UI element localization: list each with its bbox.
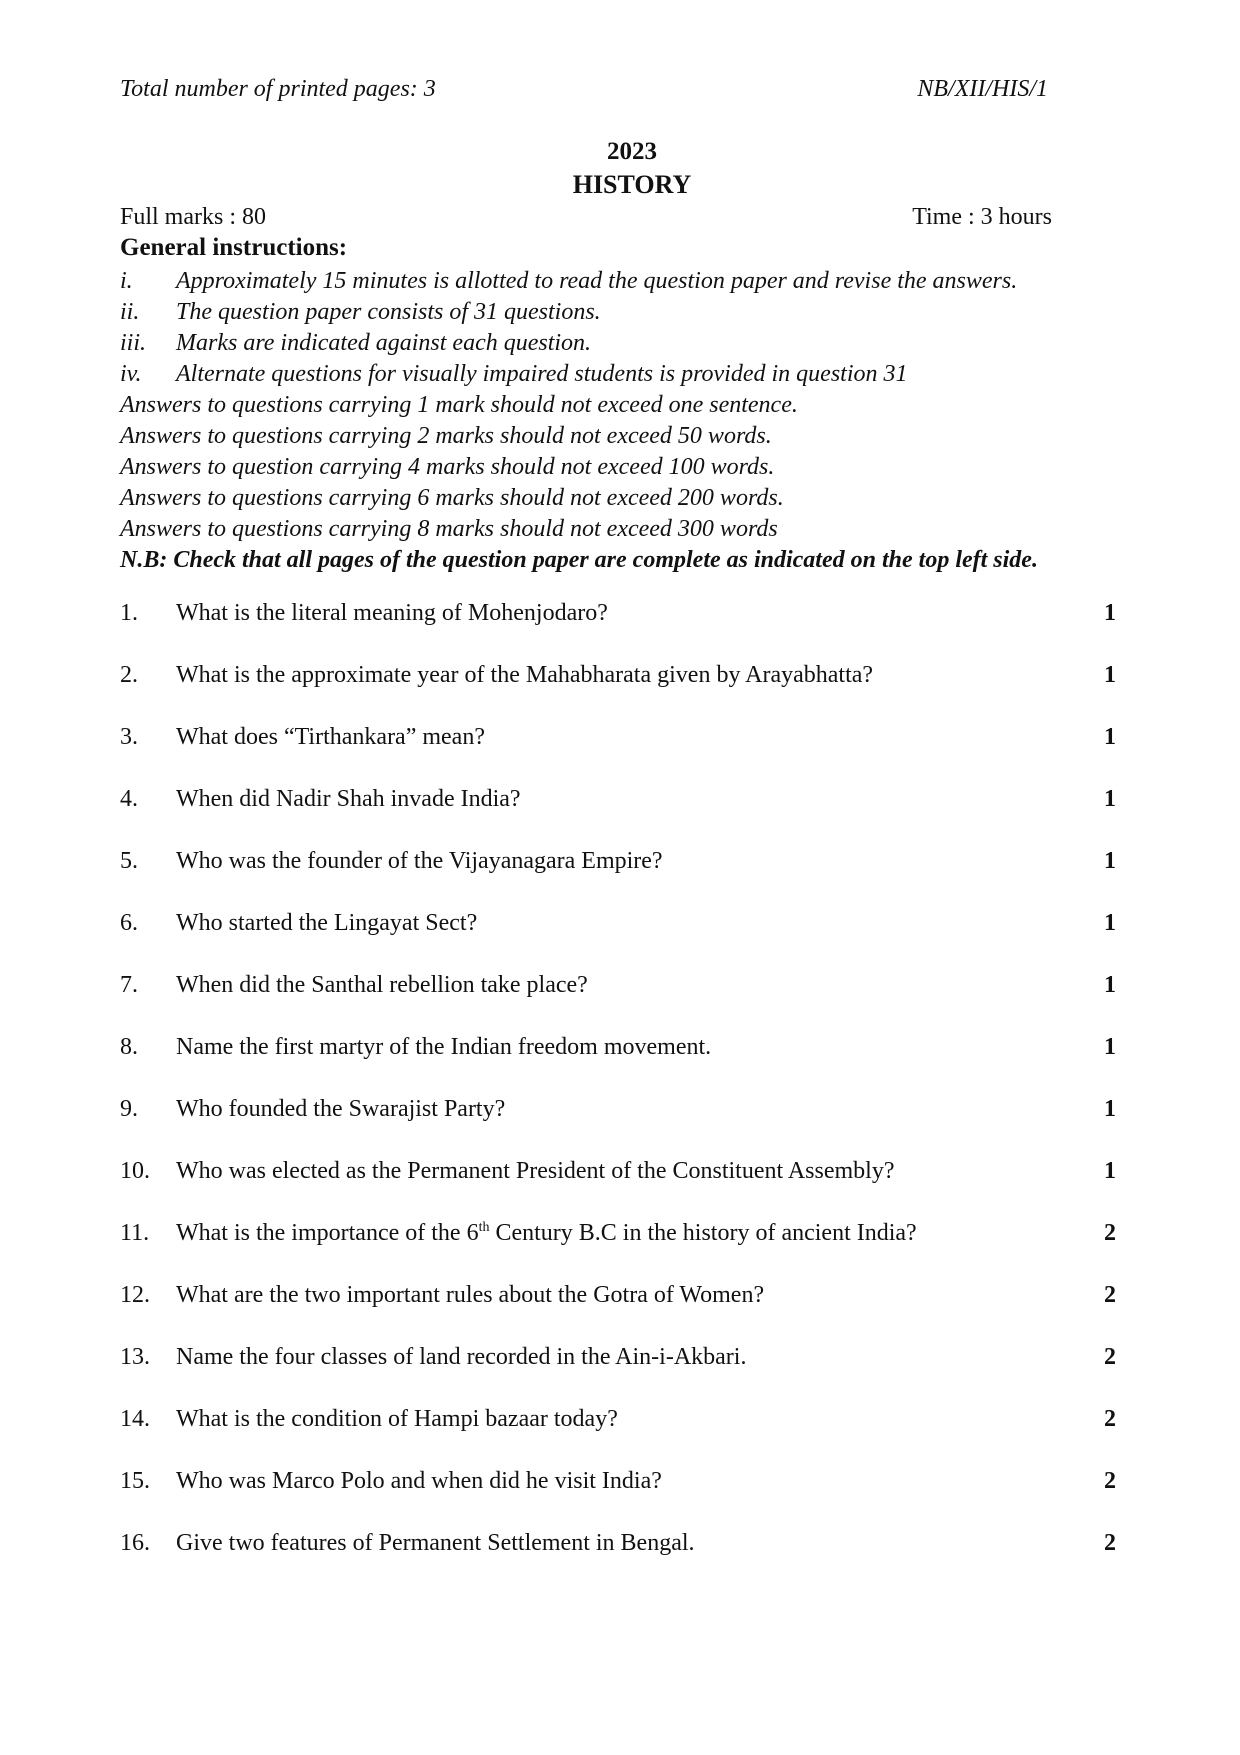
question-number: 3. xyxy=(120,724,138,750)
question-marks: 1 xyxy=(1104,972,1116,998)
question-text: What is the condition of Hampi bazaar today? xyxy=(176,1406,618,1432)
instruction-item xyxy=(120,328,1160,359)
question-text: What is the approximate year of the Mahabharata given by Arayabhatta? xyxy=(176,662,874,688)
question-marks: 2 xyxy=(1104,1282,1116,1308)
question-row xyxy=(120,972,1116,1034)
question-number: 8. xyxy=(120,1034,138,1060)
question-text-part: What is the importance of the 6 xyxy=(176,1220,479,1246)
question-text: Name the first martyr of the Indian freedom movement. xyxy=(176,1034,712,1060)
question-number: 7. xyxy=(120,972,138,998)
word-limit-line: Answers to questions carrying 8 marks should not exceed 300 words xyxy=(120,516,778,542)
question-marks: 1 xyxy=(1104,1158,1116,1184)
question-text: Who was the founder of the Vijayanagara Empire? xyxy=(176,848,663,874)
exam-time: Time : 3 hours xyxy=(912,204,1052,230)
question-row xyxy=(120,662,1116,724)
question-marks: 1 xyxy=(1104,662,1116,688)
paper-code: NB/XII/HIS/1 xyxy=(917,76,1048,102)
instruction-item xyxy=(120,297,1160,328)
question-marks: 1 xyxy=(1104,724,1116,750)
question-number: 11. xyxy=(120,1220,150,1246)
ordinal-superscript: th xyxy=(478,1220,490,1235)
question-marks: 2 xyxy=(1104,1530,1116,1556)
instruction-text: Marks are indicated against each question. xyxy=(176,330,592,356)
instruction-text: Alternate questions for visually impaired students is provided in question 31 xyxy=(176,361,908,387)
instruction-item xyxy=(120,359,1160,390)
page-header xyxy=(120,76,1048,103)
question-marks: 2 xyxy=(1104,1344,1116,1370)
question-row xyxy=(120,1220,1116,1282)
question-text: When did Nadir Shah invade India? xyxy=(176,786,521,812)
question-row xyxy=(120,1530,1116,1592)
question-text: When did the Santhal rebellion take place? xyxy=(176,972,588,998)
word-limit-line: Answers to questions carrying 1 mark should not exceed one sentence. xyxy=(120,392,798,418)
question-marks: 1 xyxy=(1104,1096,1116,1122)
questions-list xyxy=(120,600,1116,1592)
question-marks: 2 xyxy=(1104,1468,1116,1494)
instruction-number: i. xyxy=(120,268,133,294)
question-marks: 1 xyxy=(1104,786,1116,812)
printed-pages-note: Total number of printed pages: 3 xyxy=(120,76,436,102)
instructions-block xyxy=(120,266,1160,576)
question-row xyxy=(120,724,1116,786)
question-number: 15. xyxy=(120,1468,150,1494)
word-limit-line: Answers to question carrying 4 marks should not exceed 100 words. xyxy=(120,454,775,480)
question-text xyxy=(176,1220,1086,1247)
instruction-number: iv. xyxy=(120,361,142,387)
question-number: 5. xyxy=(120,848,138,874)
question-row xyxy=(120,1468,1116,1530)
question-number: 14. xyxy=(120,1406,150,1432)
question-number: 10. xyxy=(120,1158,150,1184)
question-text: Who was elected as the Permanent President of the Constituent Assembly? xyxy=(176,1158,895,1184)
question-text-part: Century B.C in the history of ancient India? xyxy=(489,1220,917,1246)
question-row xyxy=(120,1158,1116,1220)
question-text: Who founded the Swarajist Party? xyxy=(176,1096,506,1122)
question-row xyxy=(120,786,1116,848)
question-number: 6. xyxy=(120,910,138,936)
instruction-number: ii. xyxy=(120,299,140,325)
question-text: Give two features of Permanent Settlement in Bengal. xyxy=(176,1530,695,1556)
question-row xyxy=(120,1344,1116,1406)
marks-time-row xyxy=(120,204,1052,231)
exam-subject: HISTORY xyxy=(572,170,692,199)
instruction-text: Approximately 15 minutes is allotted to read the question paper and revise the answers. xyxy=(176,268,1018,294)
question-marks: 1 xyxy=(1104,910,1116,936)
question-text: Who was Marco Polo and when did he visit India? xyxy=(176,1468,662,1494)
question-row xyxy=(120,848,1116,910)
question-row xyxy=(120,600,1116,662)
question-row xyxy=(120,910,1116,972)
question-number: 16. xyxy=(120,1530,150,1556)
question-marks: 2 xyxy=(1104,1406,1116,1432)
question-row xyxy=(120,1096,1116,1158)
question-marks: 1 xyxy=(1104,848,1116,874)
question-row xyxy=(120,1034,1116,1096)
instruction-text: The question paper consists of 31 questions. xyxy=(176,299,601,325)
question-number: 13. xyxy=(120,1344,150,1370)
question-text: What does “Tirthankara” mean? xyxy=(176,724,485,750)
exam-year: 2023 xyxy=(607,138,657,165)
question-number: 4. xyxy=(120,786,138,812)
word-limit-line: Answers to questions carrying 2 marks should not exceed 50 words. xyxy=(120,423,772,449)
question-number: 2. xyxy=(120,662,138,688)
nb-note: N.B: Check that all pages of the question paper are complete as indicated on the top left side. xyxy=(120,547,1038,573)
question-text: What are the two important rules about the Gotra of Women? xyxy=(176,1282,765,1308)
question-marks: 1 xyxy=(1104,600,1116,626)
question-text: Who started the Lingayat Sect? xyxy=(176,910,478,936)
full-marks: Full marks : 80 xyxy=(120,204,267,230)
question-marks: 1 xyxy=(1104,1034,1116,1060)
question-number: 12. xyxy=(120,1282,150,1308)
word-limit-line: Answers to questions carrying 6 marks should not exceed 200 words. xyxy=(120,485,784,511)
question-text: Name the four classes of land recorded in the Ain-i-Akbari. xyxy=(176,1344,747,1370)
question-number: 9. xyxy=(120,1096,138,1122)
question-row xyxy=(120,1406,1116,1468)
question-text: What is the literal meaning of Mohenjodaro? xyxy=(176,600,608,626)
instructions-heading: General instructions: xyxy=(120,234,348,261)
question-row xyxy=(120,1282,1116,1344)
question-number: 1. xyxy=(120,600,138,626)
instruction-number: iii. xyxy=(120,330,147,356)
instruction-item xyxy=(120,266,1160,297)
question-marks: 2 xyxy=(1104,1220,1116,1246)
